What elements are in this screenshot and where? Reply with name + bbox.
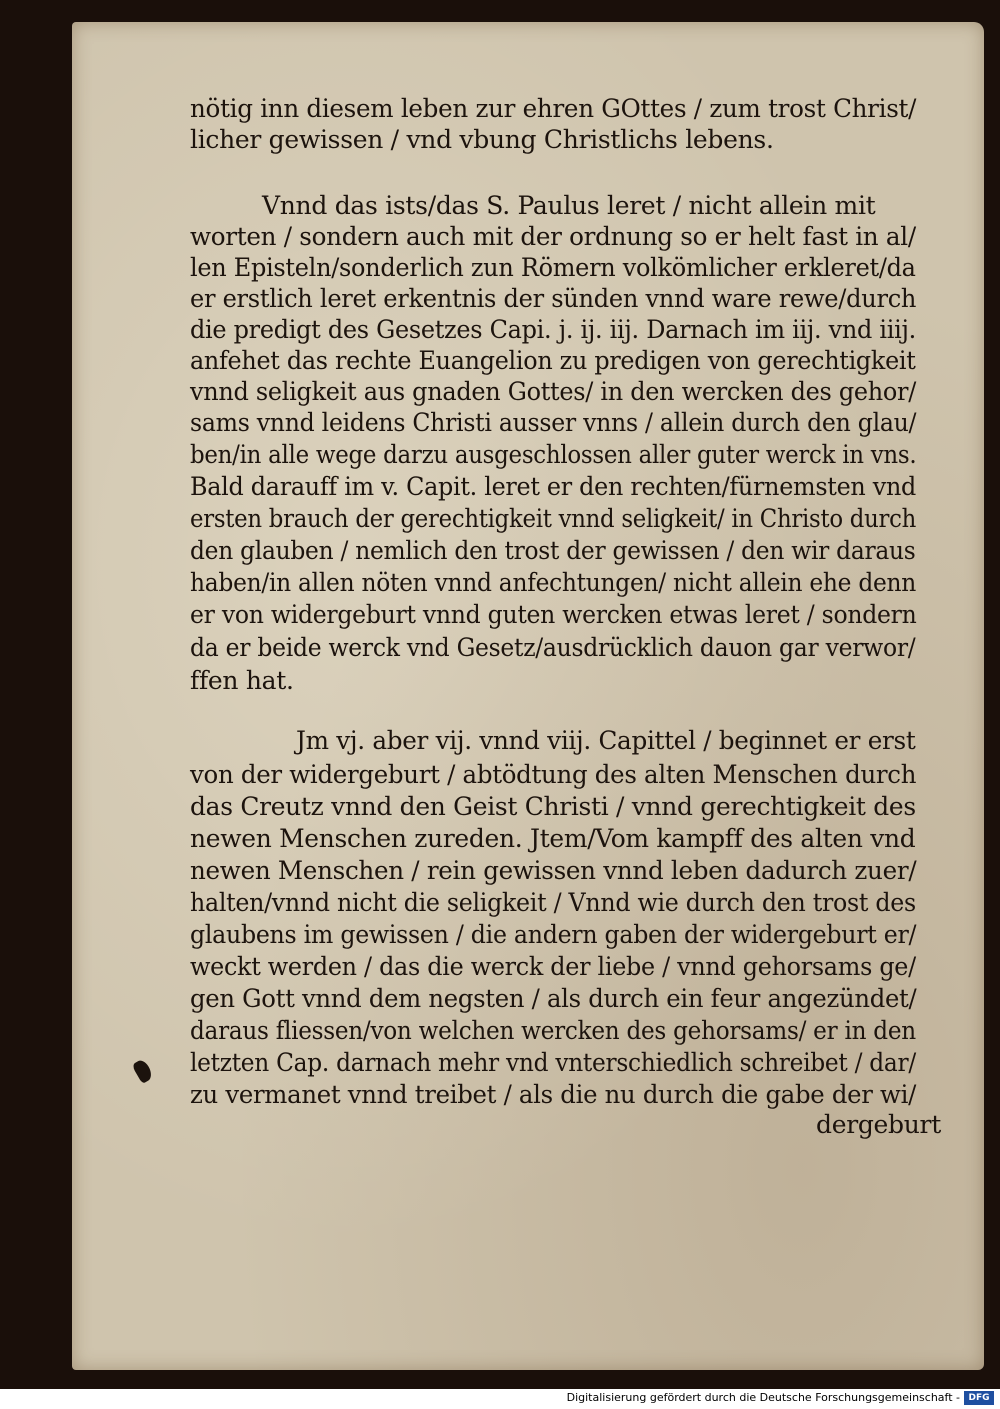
text-line-19: Jm vj. aber vij. vnnd viij. Capittel / beginnet er erst — [296, 726, 916, 755]
text-line-27: gen Gott vnnd dem negsten / als durch ein feur angezündet/ — [190, 984, 917, 1013]
text-line-4: worten / sondern auch mit der ordnung so er helt fast in al/ — [190, 222, 916, 251]
text-line-23: newen Menschen / rein gewissen vnnd leben dadurch zuer/ — [190, 856, 917, 885]
text-line-6: er erstlich leret erkentnis der sünden vnnd ware rewe/durch — [190, 284, 917, 313]
text-line-29: letzten Cap. darnach mehr vnd vnterschiedlich schreibet / dar/ — [190, 1048, 916, 1077]
text-line-18: ffen hat. — [190, 666, 294, 695]
footer-credit: Digitalisierung gefördert durch die Deutsche Forschungsgemeinschaft - — [566, 1391, 960, 1404]
text-line-11: ben/in alle wege darzu ausgeschlossen aller guter werck in vns. — [190, 440, 917, 469]
text-line-15: haben/in allen nöten vnnd anfechtungen/ nicht allein ehe denn — [190, 568, 917, 597]
text-line-2: licher gewissen / vnd vbung Christlichs lebens. — [190, 125, 774, 154]
text-line-13: ersten brauch der gerechtigkeit vnnd seligkeit/ in Christo durch — [190, 504, 917, 533]
text-line-5: len Episteln/sonderlich zun Römern volkömlicher erkleret/da — [190, 253, 916, 282]
text-line-14: den glauben / nemlich den trost der gewissen / den wir daraus — [190, 536, 916, 565]
text-line-21: das Creutz vnnd den Geist Christi / vnnd gerechtigkeit des — [190, 792, 916, 821]
text-line-30: zu vermanet vnnd treibet / als die nu durch die gabe der wi/ — [190, 1080, 917, 1109]
text-line-1: nötig inn diesem leben zur ehren GOttes / zum trost Christ/ — [190, 94, 917, 123]
text-line-7: die predigt des Gesetzes Capi. j. ij. iij. Darnach im iij. vnd iiij. — [190, 315, 916, 344]
text-line-24: halten/vnnd nicht die seligkeit / Vnnd wie durch den trost des — [190, 888, 916, 917]
footer-bar — [0, 1389, 1000, 1409]
text-line-12: Bald darauff im v. Capit. leret er den rechten/fürnemsten vnd — [190, 472, 917, 501]
catchword: dergeburt — [816, 1110, 941, 1139]
text-line-22: newen Menschen zureden. Jtem/Vom kampff des alten vnd — [190, 824, 916, 853]
text-line-9: vnnd seligkeit aus gnaden Gottes/ in den wercken des gehor/ — [190, 377, 916, 406]
text-line-26: weckt werden / das die werck der liebe / vnnd gehorsams ge/ — [190, 952, 916, 981]
text-line-10: sams vnnd leidens Christi ausser vnns / allein durch den glau/ — [190, 408, 917, 437]
text-line-25: glaubens im gewissen / die andern gaben der widergeburt er/ — [190, 920, 917, 949]
text-line-17: da er beide werck vnd Gesetz/ausdrücklich dauon gar verwor/ — [190, 633, 916, 662]
text-line-20: von der widergeburt / abtödtung des alten Menschen durch — [190, 760, 917, 789]
text-line-28: daraus fliessen/von welchen wercken des gehorsams/ er in den — [190, 1016, 916, 1045]
dfg-logo-icon: DFG — [964, 1391, 994, 1405]
text-line-3: Vnnd das ists/das S. Paulus leret / nicht allein mit — [262, 191, 876, 220]
text-line-16: er von widergeburt vnnd guten wercken etwas leret / sondern — [190, 600, 917, 629]
text-line-8: anfehet das rechte Euangelion zu predigen von gerechtigkeit — [190, 346, 916, 375]
